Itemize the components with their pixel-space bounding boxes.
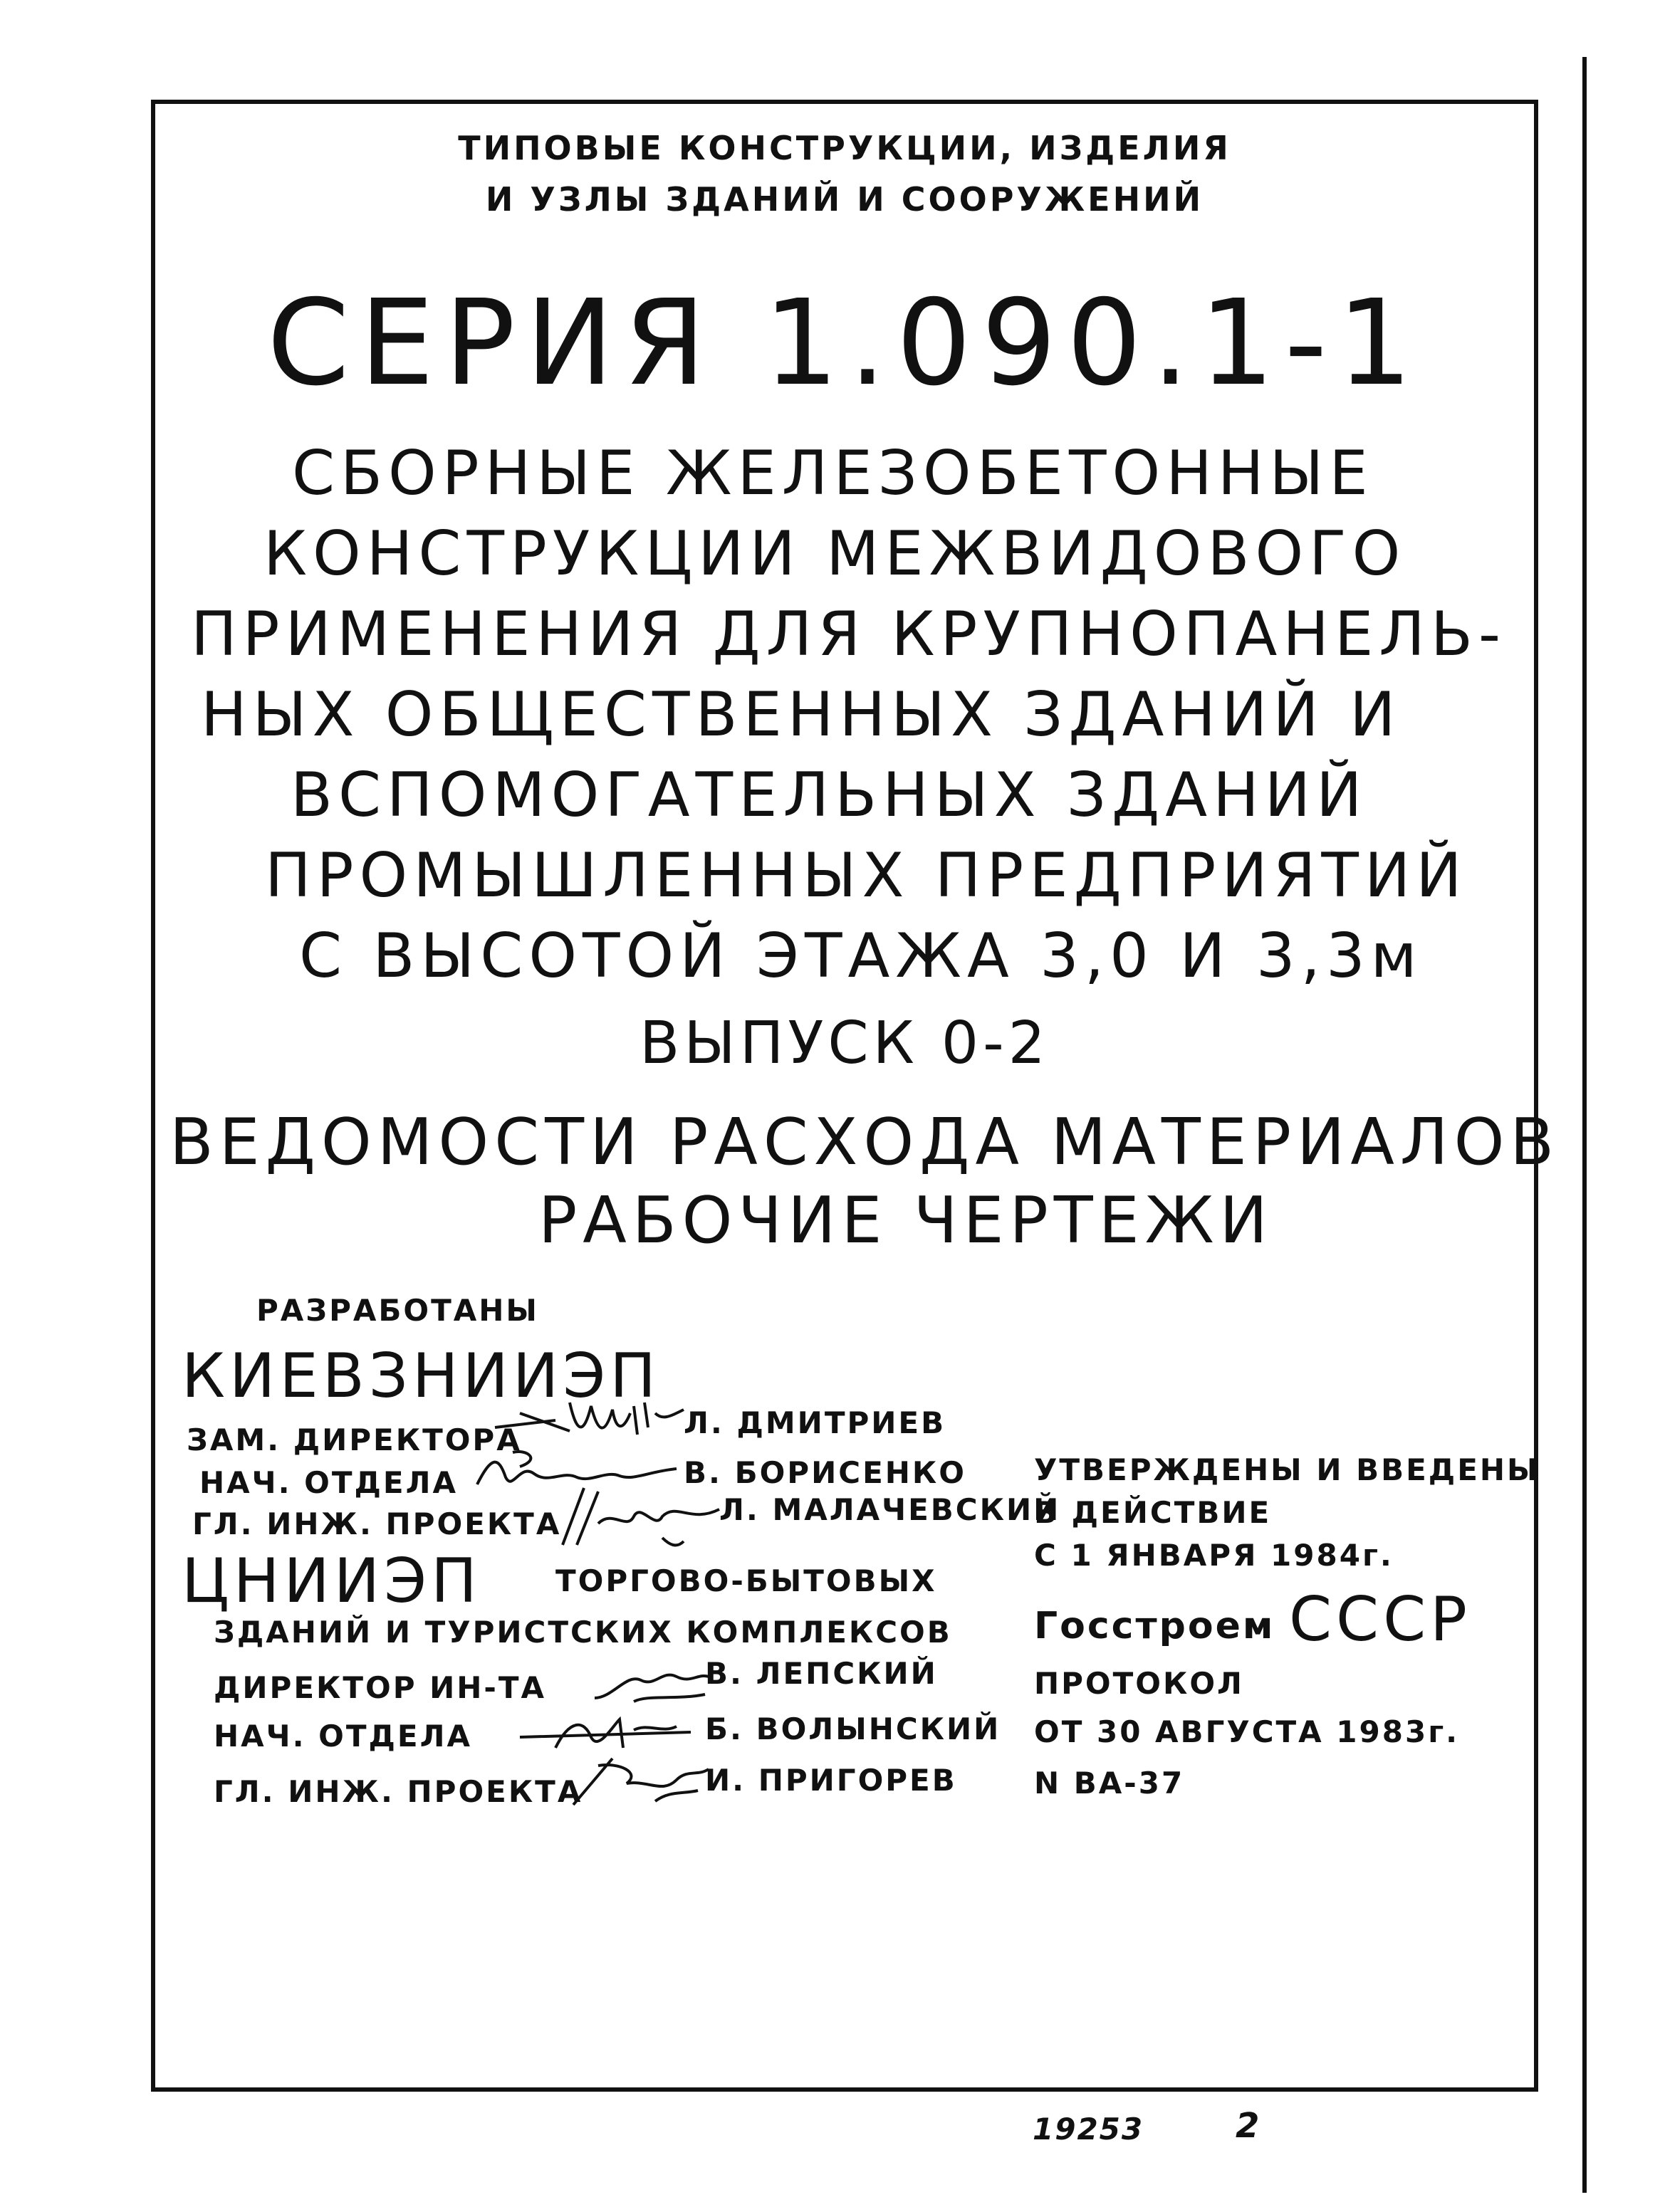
org2-name-line-2: ЗДАНИЙ И ТУРИСТСКИХ КОМПЛЕКСОВ	[214, 1615, 952, 1650]
series-title: СЕРИЯ 1.090.1-1	[266, 275, 1423, 412]
org2-person-1: В. ЛЕПСКИЙ	[705, 1656, 938, 1691]
org2-position-2: НАЧ. ОТДЕЛА	[214, 1719, 473, 1754]
subtitle-line-2: РАБОЧИЕ ЧЕРТЕЖИ	[538, 1183, 1273, 1258]
developed-label: РАЗРАБОТАНЫ	[256, 1293, 539, 1328]
signature-dmitriev	[491, 1392, 691, 1449]
approval-line-4-big: СССР	[1289, 1584, 1472, 1655]
page-number: 2	[1236, 2106, 1261, 2146]
org2-position-1: ДИРЕКТОР ИН-ТА	[214, 1670, 547, 1705]
approval-line-1: УТВЕРЖДЕНЫ И ВВЕДЕНЫ	[1034, 1452, 1540, 1487]
header-line-1: ТИПОВЫЕ КОНСТРУКЦИИ, ИЗДЕЛИЯ	[458, 129, 1231, 167]
org2-person-3: И. ПРИГОРЕВ	[705, 1763, 957, 1798]
approval-line-4-prefix: Госстроем	[1034, 1605, 1275, 1647]
org2-position-3: ГЛ. ИНЖ. ПРОЕКТА	[214, 1774, 583, 1809]
signature-prigorev	[570, 1751, 712, 1808]
approval-line-7: N ВА-37	[1034, 1766, 1185, 1800]
org1-position-3: ГЛ. ИНЖ. ПРОЕКТА	[192, 1506, 562, 1541]
subtitle-line-1: ВЕДОМОСТИ РАСХОДА МАТЕРИАЛОВ	[169, 1105, 1560, 1180]
title-line-2: КОНСТРУКЦИИ МЕЖВИДОВОГО	[263, 518, 1406, 589]
org2-name: ЦНИИЭП	[182, 1546, 481, 1617]
title-line-1: СБОРНЫЕ ЖЕЛЕЗОБЕТОННЫЕ	[292, 438, 1374, 509]
approval-line-3: С 1 ЯНВАРЯ 1984г.	[1034, 1538, 1394, 1573]
org2-person-2: Б. ВОЛЫНСКИЙ	[705, 1712, 1001, 1746]
title-line-6: ПРОМЫШЛЕННЫХ ПРЕДПРИЯТИЙ	[265, 840, 1468, 911]
signature-volynsky	[513, 1705, 698, 1755]
title-line-7: С ВЫСОТОЙ ЭТАЖА 3,0 И 3,3м	[299, 921, 1423, 992]
approval-line-5: ПРОТОКОЛ	[1034, 1666, 1244, 1701]
org1-person-2: В. БОРИСЕНКО	[684, 1455, 966, 1490]
org1-position-1: ЗАМ. ДИРЕКТОРА	[187, 1422, 522, 1457]
issue-number: ВЫПУСК 0-2	[640, 1010, 1050, 1077]
signature-lepsky	[591, 1659, 712, 1709]
binding-rule	[1582, 57, 1587, 2193]
org2-name-suffix: ТОРГОВО-БЫТОВЫХ	[555, 1563, 937, 1598]
org1-position-2: НАЧ. ОТДЕЛА	[199, 1465, 459, 1500]
title-line-5: ВСПОМОГАТЕЛЬНЫХ ЗДАНИЙ	[291, 760, 1368, 831]
approval-line-6: ОТ 30 АВГУСТА 1983г.	[1034, 1714, 1460, 1749]
org1-person-3: Л. МАЛАЧЕВСКИЙ	[719, 1492, 1061, 1527]
approval-line-2: В ДЕЙСТВИЕ	[1034, 1495, 1272, 1530]
inventory-number: 19253	[1033, 2112, 1144, 2147]
title-line-3: ПРИМЕНЕНИЯ ДЛЯ КРУПНОПАНЕЛЬ-	[191, 599, 1506, 670]
title-line-4: НЫХ ОБЩЕСТВЕННЫХ ЗДАНИЙ И	[201, 679, 1402, 750]
org1-name: КИЕВЗНИИЭП	[182, 1341, 660, 1412]
header-line-2: И УЗЛЫ ЗДАНИЙ И СООРУЖЕНИЙ	[485, 180, 1204, 219]
org1-person-1: Л. ДМИТРИЕВ	[684, 1405, 946, 1440]
signature-malachevsky	[555, 1481, 726, 1552]
